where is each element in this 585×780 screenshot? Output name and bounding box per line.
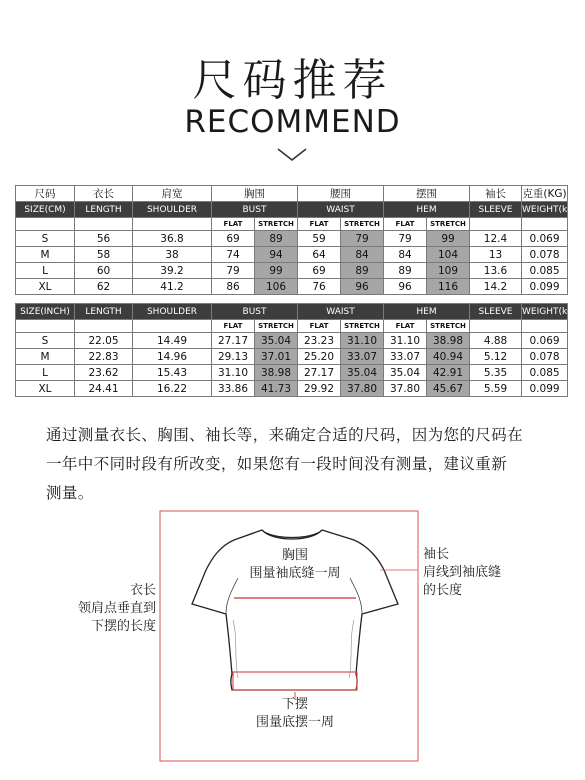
subheader-empty (75, 320, 133, 333)
header-cell-shoulder: SHOULDER (133, 202, 212, 218)
table-cell: 84 (341, 247, 384, 263)
header-cell-sleeve: SLEEVE (470, 304, 522, 320)
header-cell-sleeve: SLEEVE (470, 202, 522, 218)
subheader-empty (16, 320, 75, 333)
table-cell: 69 (298, 263, 341, 279)
table-cell: 89 (255, 231, 298, 247)
subheader-empty (470, 218, 522, 231)
header-cell-bust: BUST (212, 304, 298, 320)
table-cell: 12.4 (470, 231, 522, 247)
header-cell-weight: WEIGHT(kg) (522, 202, 568, 218)
subheader-empty (470, 320, 522, 333)
hem-label (230, 696, 360, 732)
table-cell: 0.099 (522, 279, 568, 295)
table-cell: 0.085 (522, 263, 568, 279)
table-cell: S (16, 231, 75, 247)
hem-label-desc: 围量底摆一周 (255, 715, 334, 730)
table-row (16, 263, 568, 279)
table-cell: 0.085 (522, 365, 568, 381)
table-cell: 106 (255, 279, 298, 295)
table-cell: 74 (212, 247, 255, 263)
table-cell: 27.17 (212, 333, 255, 349)
header-cell-hem: HEM (384, 202, 470, 218)
table-cell: 29.13 (212, 349, 255, 365)
table-cell: 59 (298, 231, 341, 247)
header-cell-waist: WAIST (298, 304, 384, 320)
subheader-empty (133, 320, 212, 333)
instructions-line: 通过测量衣长、胸围、袖长等，来确定合适的尺码，因为您的尺码在 (46, 426, 524, 444)
table-cell: XL (16, 381, 75, 397)
subheader-empty (522, 320, 568, 333)
table-cell: 79 (212, 263, 255, 279)
table-subheader-row (16, 320, 568, 333)
bust-label-desc: 围量袖底缝一周 (249, 566, 341, 581)
subheader-stretch: STRETCH (255, 218, 298, 231)
table-cell: 35.04 (255, 333, 298, 349)
table-row (16, 231, 568, 247)
subheader-flat: FLAT (212, 218, 255, 231)
table-cell: 13 (470, 247, 522, 263)
table-header-en-row (16, 202, 568, 218)
length-label-desc: 领肩点垂直到 (77, 601, 156, 616)
instructions-line: 测量。 (46, 484, 94, 502)
header-cell-size: SIZE(INCH) (16, 304, 75, 320)
page-title-en: RECOMMEND (184, 104, 401, 140)
sleeve-label-desc: 肩线到袖底缝 (423, 565, 502, 580)
table-cell: 5.35 (470, 365, 522, 381)
table-cell: 0.069 (522, 231, 568, 247)
header-cell-shoulder: SHOULDER (133, 304, 212, 320)
header-cell-size-cn: 尺码 (16, 186, 75, 202)
table-cell: 37.80 (384, 381, 427, 397)
table-cell: XL (16, 279, 75, 295)
table-cell: 22.05 (75, 333, 133, 349)
table-cell: 109 (427, 263, 470, 279)
subheader-stretch: STRETCH (341, 218, 384, 231)
length-label-desc: 下摆的长度 (90, 619, 156, 634)
size-table-inch (15, 303, 577, 397)
subheader-flat: FLAT (384, 218, 427, 231)
length-label-title: 衣长 (129, 583, 156, 598)
sleeve-label (423, 546, 523, 600)
table-cell: 41.73 (255, 381, 298, 397)
table-cell: 104 (427, 247, 470, 263)
table-cell: 27.17 (298, 365, 341, 381)
table-cell: 5.12 (470, 349, 522, 365)
size-table-cm (15, 185, 577, 295)
sleeve-label-title: 袖长 (423, 547, 450, 562)
table-row (16, 279, 568, 295)
table-cell: 0.078 (522, 349, 568, 365)
table-cell: 35.04 (384, 365, 427, 381)
header-cell-size: SIZE(CM) (16, 202, 75, 218)
header-cell-hem-cn: 摆围 (384, 186, 470, 202)
table-cell: 36.8 (133, 231, 212, 247)
table-row (16, 247, 568, 263)
subheader-stretch: STRETCH (427, 320, 470, 333)
table-cell: 4.88 (470, 333, 522, 349)
table-cell: 64 (298, 247, 341, 263)
table-row (16, 349, 568, 365)
table-cell: 24.41 (75, 381, 133, 397)
table-cell: 33.86 (212, 381, 255, 397)
table-cell: 38.98 (427, 333, 470, 349)
header-cell-waist: WAIST (298, 202, 384, 218)
table-cell: 23.62 (75, 365, 133, 381)
table-row (16, 333, 568, 349)
subheader-stretch: STRETCH (427, 218, 470, 231)
subheader-empty (75, 218, 133, 231)
table-cell: 84 (384, 247, 427, 263)
table-cell: 40.94 (427, 349, 470, 365)
table-cell: 31.10 (384, 333, 427, 349)
page-title-cn: 尺码推荐 (192, 55, 393, 106)
bust-label-title: 胸围 (281, 548, 308, 563)
table-cell: 42.91 (427, 365, 470, 381)
header-cell-length-cn: 衣长 (75, 186, 133, 202)
table-cell: 14.49 (133, 333, 212, 349)
table-cell: 94 (255, 247, 298, 263)
header-cell-hem: HEM (384, 304, 470, 320)
table-cell: M (16, 247, 75, 263)
table-cell: 5.59 (470, 381, 522, 397)
table-cell: 76 (298, 279, 341, 295)
table-cell: 37.80 (341, 381, 384, 397)
table-cell: 96 (341, 279, 384, 295)
table-cell: 16.22 (133, 381, 212, 397)
subheader-flat: FLAT (384, 320, 427, 333)
table-cell: 38.98 (255, 365, 298, 381)
table-cell: 89 (341, 263, 384, 279)
header-cell-length: LENGTH (75, 304, 133, 320)
header-cell-weight-cn: 克重(KG) (522, 186, 568, 202)
header-cell-weight: WEIGHT(kg) (522, 304, 568, 320)
table-subheader-row (16, 218, 568, 231)
table-cell: 38 (133, 247, 212, 263)
header-cell-waist-cn: 腰围 (298, 186, 384, 202)
table-cell: 89 (384, 263, 427, 279)
table-cell: 31.10 (341, 333, 384, 349)
tshirt-diagram (0, 500, 585, 780)
table-cell: S (16, 333, 75, 349)
table-row (16, 381, 568, 397)
bust-label (230, 547, 360, 583)
chevron-down-icon (276, 147, 308, 163)
table-cell: 86 (212, 279, 255, 295)
table-cell: 35.04 (341, 365, 384, 381)
header-cell-bust-cn: 胸围 (212, 186, 298, 202)
subheader-flat: FLAT (298, 218, 341, 231)
table-row (16, 365, 568, 381)
header-cell-length: LENGTH (75, 202, 133, 218)
table-cell: 13.6 (470, 263, 522, 279)
table-cell: M (16, 349, 75, 365)
subheader-empty (522, 218, 568, 231)
subheader-flat: FLAT (212, 320, 255, 333)
table-cell: 37.01 (255, 349, 298, 365)
table-cell: 79 (384, 231, 427, 247)
table-cell: 99 (255, 263, 298, 279)
table-cell: 14.2 (470, 279, 522, 295)
table-cell: 56 (75, 231, 133, 247)
table-cell: 14.96 (133, 349, 212, 365)
table-cell: 58 (75, 247, 133, 263)
subheader-flat: FLAT (298, 320, 341, 333)
table-cell: 96 (384, 279, 427, 295)
table-cell: 39.2 (133, 263, 212, 279)
header-cell-shoulder-cn: 肩宽 (133, 186, 212, 202)
subheader-empty (133, 218, 212, 231)
table-cell: 0.099 (522, 381, 568, 397)
subheader-empty (16, 218, 75, 231)
table-cell: 69 (212, 231, 255, 247)
table-header-en-row (16, 304, 568, 320)
instructions-line: 一年中不同时段有所改变，如果您有一段时间没有测量，建议重新 (46, 455, 508, 473)
table-cell: L (16, 263, 75, 279)
table-cell: L (16, 365, 75, 381)
table-cell: 62 (75, 279, 133, 295)
table-cell: 41.2 (133, 279, 212, 295)
table-cell: 25.20 (298, 349, 341, 365)
table-cell: 23.23 (298, 333, 341, 349)
subheader-stretch: STRETCH (341, 320, 384, 333)
header-cell-bust: BUST (212, 202, 298, 218)
table-cell: 0.069 (522, 333, 568, 349)
table-cell: 60 (75, 263, 133, 279)
subheader-stretch: STRETCH (255, 320, 298, 333)
table-cell: 33.07 (341, 349, 384, 365)
table-cell: 15.43 (133, 365, 212, 381)
hem-label-title: 下摆 (281, 697, 308, 712)
table-cell: 31.10 (212, 365, 255, 381)
table-cell: 29.92 (298, 381, 341, 397)
table-cell: 22.83 (75, 349, 133, 365)
table-cell: 33.07 (384, 349, 427, 365)
table-cell: 116 (427, 279, 470, 295)
table-cell: 0.078 (522, 247, 568, 263)
table-cell: 45.67 (427, 381, 470, 397)
table-cell: 99 (427, 231, 470, 247)
header-cell-sleeve-cn: 袖长 (470, 186, 522, 202)
table-header-cn-row (16, 186, 568, 202)
measurement-instructions (46, 421, 546, 508)
measurement-diagram (0, 500, 585, 780)
sleeve-label-desc: 的长度 (423, 583, 463, 598)
table-cell: 79 (341, 231, 384, 247)
length-label (60, 582, 156, 636)
